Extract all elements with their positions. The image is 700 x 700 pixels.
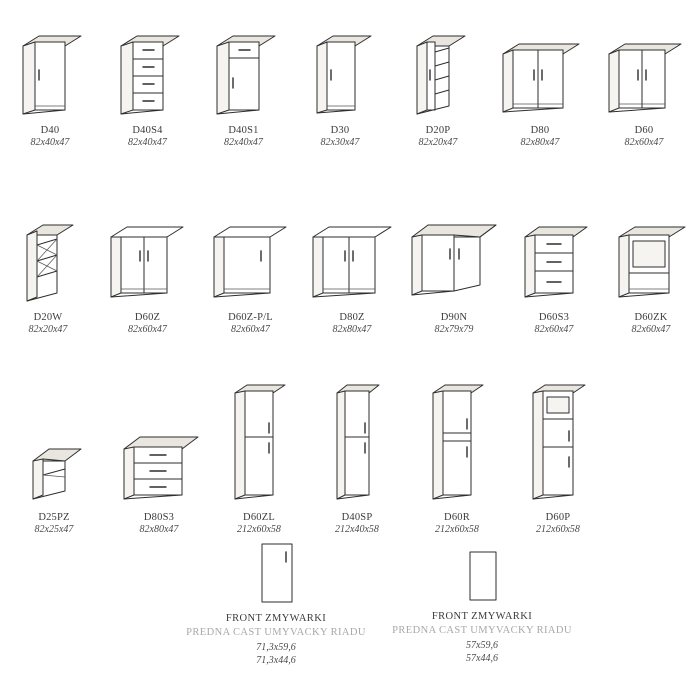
catalog-row-1 bbox=[0, 18, 700, 150]
cabinet-dims: 212x40x58 bbox=[335, 524, 379, 536]
cabinet-code: D80 bbox=[530, 125, 550, 136]
cabinet-drawing-d60z-pl bbox=[208, 219, 294, 305]
cabinet-code: D80S3 bbox=[143, 512, 175, 523]
cabinet-drawing-d40sp bbox=[329, 375, 385, 505]
cabinet-code: D80Z bbox=[339, 312, 365, 323]
cabinet-code: D60R bbox=[444, 512, 470, 523]
cabinet-dims: 212x60x58 bbox=[237, 524, 281, 536]
cabinet-drawing-d60z bbox=[105, 219, 191, 305]
cabinet-dims: 82x60x47 bbox=[128, 324, 167, 336]
cabinet-code: D40SP bbox=[341, 512, 373, 523]
cabinet-code: D60Z-P/L bbox=[228, 312, 273, 323]
cabinet-drawing-d40s4 bbox=[113, 18, 183, 118]
cabinet-drawing-d20p bbox=[403, 18, 473, 118]
cabinet-code: D90N bbox=[440, 312, 468, 323]
cabinet-code: D60P bbox=[545, 512, 571, 523]
catalog-row-3 bbox=[0, 375, 700, 537]
cabinet-drawing-d25pz bbox=[19, 405, 89, 505]
dishwasher-front-drawing-57 bbox=[462, 548, 502, 604]
cabinet-dims: 82x40x47 bbox=[224, 137, 263, 149]
cabinet-code: D40S1 bbox=[228, 125, 259, 136]
cabinet-drawing-d60s3 bbox=[517, 213, 591, 305]
cabinet-drawing-d80 bbox=[497, 18, 583, 118]
cabinet-drawing-d60 bbox=[603, 18, 685, 118]
catalog-item-d80[interactable] bbox=[488, 18, 592, 150]
front-item-71[interactable] bbox=[186, 540, 366, 667]
front-subtitle: PREDNA CAST UMYVACKY RIADU bbox=[186, 627, 366, 638]
cabinet-dims: 212x60x58 bbox=[435, 524, 479, 536]
front-item-57[interactable] bbox=[392, 548, 572, 665]
cabinet-dims: 82x80x47 bbox=[332, 324, 372, 336]
catalog-item-d30[interactable] bbox=[292, 18, 388, 150]
catalog-item-d40sp[interactable] bbox=[308, 375, 406, 537]
cabinet-drawing-d80s3 bbox=[116, 405, 202, 505]
cabinet-code: D20W bbox=[33, 312, 63, 323]
catalog-item-d60z-pl[interactable] bbox=[199, 219, 302, 337]
cabinet-drawing-d90n bbox=[408, 213, 500, 305]
cabinet-code: D40S4 bbox=[132, 125, 163, 136]
catalog-row-2 bbox=[0, 205, 700, 337]
cabinet-dims: 212x60x58 bbox=[536, 524, 580, 536]
cabinet-drawing-d60zk bbox=[613, 213, 689, 305]
cabinet-code: D30 bbox=[330, 125, 350, 136]
cabinet-dims: 82x60x47 bbox=[534, 324, 574, 336]
catalog-item-d40s4[interactable] bbox=[100, 18, 195, 150]
catalog-item-d60s3[interactable] bbox=[506, 213, 602, 337]
cabinet-code: D20P bbox=[425, 125, 451, 136]
cabinet-drawing-d40s1 bbox=[209, 18, 279, 118]
cabinet-dims: 82x80x47 bbox=[139, 524, 179, 536]
cabinet-code: D60Z bbox=[134, 312, 161, 323]
cabinet-dims: 82x40x47 bbox=[30, 137, 70, 149]
catalog-item-d80z[interactable] bbox=[302, 219, 402, 337]
dishwasher-front-drawing-71 bbox=[254, 540, 298, 606]
cabinet-drawing-d60r bbox=[425, 375, 489, 505]
cabinet-dims: 82x79x79 bbox=[434, 324, 474, 336]
cabinet-drawing-d60zl bbox=[227, 375, 291, 505]
catalog-item-d20w[interactable] bbox=[0, 205, 96, 337]
cabinet-dims: 82x80x47 bbox=[520, 137, 560, 149]
cabinet-code: D60ZL bbox=[243, 512, 275, 523]
cabinet-dims: 82x25x47 bbox=[34, 524, 74, 536]
cabinet-dims: 82x60x47 bbox=[631, 324, 671, 336]
catalog-item-d60zl[interactable] bbox=[210, 375, 308, 537]
cabinet-drawing-d40 bbox=[15, 18, 85, 118]
catalog-item-d60[interactable] bbox=[592, 18, 696, 150]
front-title: FRONT ZMYWARKI bbox=[225, 613, 327, 624]
front-subtitle: PREDNA CAST UMYVACKY RIADU bbox=[392, 625, 572, 636]
cabinet-dims: 82x20x47 bbox=[28, 324, 68, 336]
cabinet-dims: 82x40x47 bbox=[128, 137, 167, 149]
cabinet-dims: 82x20x47 bbox=[418, 137, 458, 149]
cabinet-drawing-d30 bbox=[305, 18, 375, 118]
catalog-item-d40s1[interactable] bbox=[195, 18, 292, 150]
catalog-item-d40[interactable] bbox=[0, 18, 100, 150]
catalog-item-d25pz[interactable] bbox=[0, 405, 108, 537]
catalog-item-d60zk[interactable] bbox=[602, 213, 700, 337]
cabinet-dims: 82x30x47 bbox=[320, 137, 360, 149]
cabinet-drawing-d80z bbox=[307, 219, 397, 305]
catalog-item-d60r[interactable] bbox=[406, 375, 508, 537]
front-dims: 57x59,6 57x44,6 bbox=[466, 640, 498, 664]
cabinet-code: D60S3 bbox=[538, 312, 570, 323]
catalog-item-d60p[interactable] bbox=[508, 375, 608, 537]
catalog-item-d20p[interactable] bbox=[388, 18, 488, 150]
cabinet-dims: 82x60x47 bbox=[624, 137, 664, 149]
cabinet-drawing-d20w bbox=[13, 205, 83, 305]
cabinet-code: D60 bbox=[634, 125, 654, 136]
front-title: FRONT ZMYWARKI bbox=[431, 611, 533, 622]
cabinet-drawing-d60p bbox=[525, 375, 591, 505]
catalog-item-d60z[interactable] bbox=[96, 219, 199, 337]
catalog-item-d90n[interactable] bbox=[402, 213, 506, 337]
cabinet-code: D40 bbox=[40, 125, 60, 136]
cabinet-dims: 82x60x47 bbox=[231, 324, 270, 336]
cabinet-code: D25PZ bbox=[38, 512, 70, 523]
catalog-item-d80s3[interactable] bbox=[108, 405, 210, 537]
front-dims: 71,3x59,6 71,3x44,6 bbox=[256, 642, 296, 666]
cabinet-code: D60ZK bbox=[634, 312, 668, 323]
